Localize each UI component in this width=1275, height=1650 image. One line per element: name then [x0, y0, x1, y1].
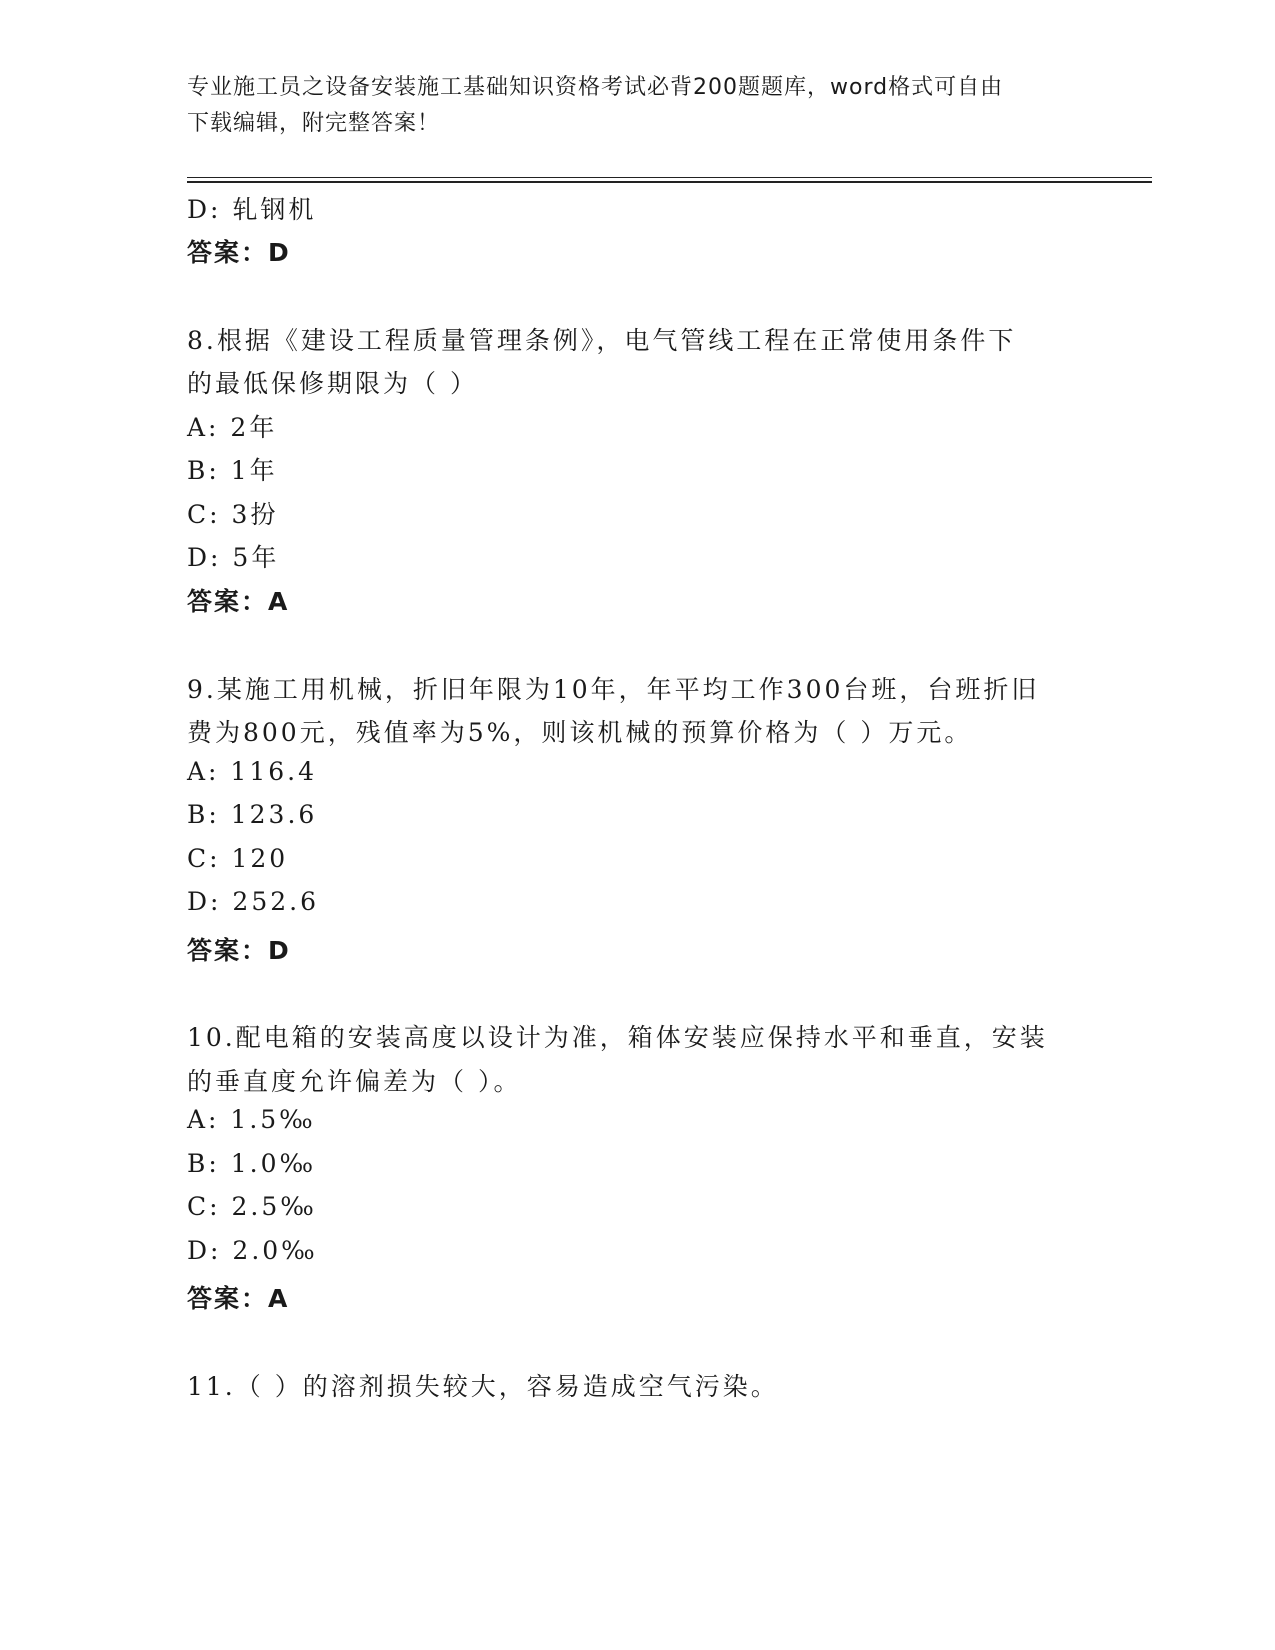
document-header	[187, 70, 1067, 142]
prev-option-d: D: 轧钢机	[187, 195, 317, 224]
q9-answer: 答案：D	[187, 936, 291, 965]
q9-option-b: B: 123.6	[187, 800, 318, 829]
q9-option-c: C: 120	[187, 844, 289, 873]
header-line-1: 专业施工员之设备安装施工基础知识资格考试必背200题题库，word格式可自由	[187, 75, 1004, 100]
q10-stem-line-1: 10.配电箱的安装高度以设计为准，箱体安装应保持水平和垂直，安装	[187, 1023, 1048, 1052]
q10-stem-line-2: 的垂直度允许偏差为（ ）。	[187, 1067, 522, 1096]
q8-option-b: B: 1年	[187, 456, 278, 485]
q10-answer: 答案：A	[187, 1284, 290, 1313]
prev-answer: 答案：D	[187, 238, 291, 267]
header-rule-thick	[187, 181, 1152, 183]
q8-option-a: A: 2年	[187, 413, 278, 442]
q8-option-d: D: 5年	[187, 543, 280, 572]
q9-stem-line-2: 费为800元，残值率为5%，则该机械的预算价格为（ ）万元。	[187, 718, 973, 747]
q9-option-a: A: 116.4	[187, 757, 317, 786]
q10-option-d: D: 2.0‰	[187, 1236, 318, 1265]
q9-option-d: D: 252.6	[187, 887, 319, 916]
q11-stem-line-1: 11.（ ）的溶剂损失较大，容易造成空气污染。	[187, 1372, 779, 1401]
q10-option-c: C: 2.5‰	[187, 1192, 317, 1221]
header-line-2: 下载编辑，附完整答案！	[187, 111, 441, 136]
q10-option-a: A: 1.5‰	[187, 1105, 316, 1134]
q8-stem-line-1: 8.根据《建设工程质量管理条例》，电气管线工程在正常使用条件下	[187, 326, 1017, 355]
header-rule-thin	[187, 177, 1152, 178]
q8-stem-line-2: 的最低保修期限为（ ）	[187, 369, 478, 398]
q9-stem-line-1: 9.某施工用机械，折旧年限为10年，年平均工作300台班，台班折旧	[187, 675, 1040, 704]
q10-option-b: B: 1.0‰	[187, 1149, 317, 1178]
q8-answer: 答案：A	[187, 587, 290, 616]
q8-option-c: C: 3扮	[187, 500, 279, 529]
